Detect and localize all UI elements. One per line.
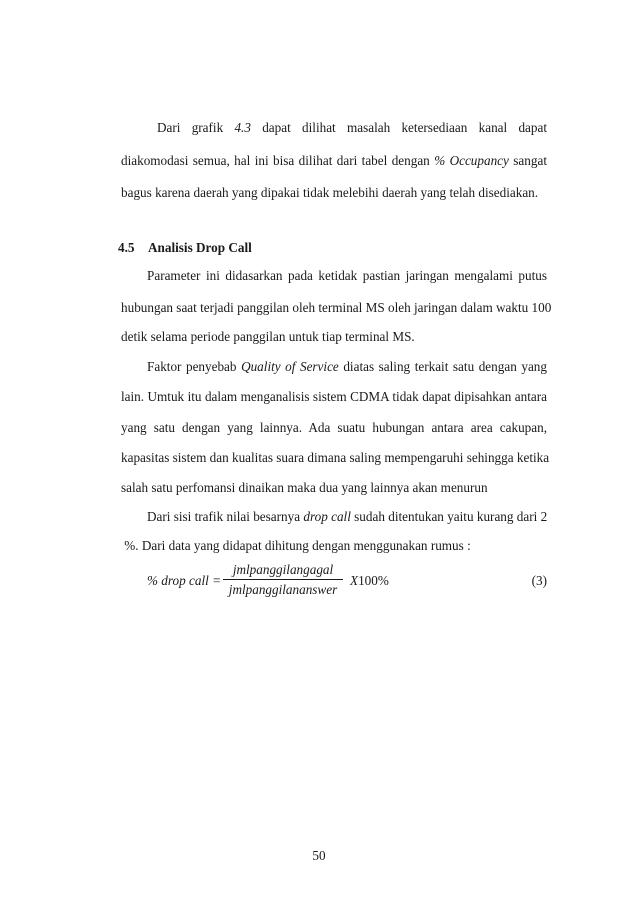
- para3-line-3: yang satu dengan yang lainnya. Ada suatu hubungan antara area cakupan,: [121, 420, 547, 435]
- para2-line-3: detik selama periode panggilan untuk tiap terminal MS.: [121, 329, 415, 344]
- para3-line-1: [147, 359, 547, 375]
- text-run: Dari grafik: [157, 120, 235, 135]
- page-number: 50: [312, 848, 326, 863]
- formula-denominator: jmlpanggilananswer: [228, 582, 338, 597]
- equation-number: (3): [531, 573, 547, 588]
- fraction-bar: [223, 579, 343, 580]
- formula-multiplier: 100%: [358, 573, 389, 588]
- para3-line-5: salah satu perfomansi dinaikan maka dua yang lainnya akan menurun: [121, 480, 488, 495]
- drop-call-term: drop call: [303, 509, 351, 524]
- figure-reference: 4.3: [234, 120, 251, 135]
- para2-line-1: Parameter ini didasarkan pada ketidak pastian jaringan mengalami putus: [147, 268, 547, 283]
- formula-fraction: [223, 562, 343, 597]
- para4-line-1: [147, 509, 547, 525]
- text-run: sudah ditentukan yaitu kurang dari 2: [350, 509, 548, 524]
- para1-line-3: bagus karena daerah yang dipakai tidak melebihi daerah yang telah disediakan.: [121, 185, 539, 200]
- occupancy-term: % Occupancy: [434, 153, 509, 168]
- text-run: dapat dilihat masalah ketersediaan kanal dapat: [250, 120, 547, 135]
- para2-line-2: hubungan saat terjadi panggilan oleh terminal MS oleh jaringan dalam waktu 100: [121, 300, 552, 315]
- formula-multiply-x: X: [350, 573, 359, 588]
- text-run: diakomodasi semua, hal ini bisa dilihat dari tabel dengan: [121, 153, 435, 168]
- section-number: 4.5: [118, 240, 135, 255]
- text-run: diatas saling terkait satu dengan yang: [338, 359, 547, 374]
- text-run: sangat: [508, 153, 547, 168]
- para1-line-2: [121, 153, 547, 169]
- section-heading: [118, 240, 252, 256]
- formula-rhs: [350, 573, 389, 589]
- para3-line-2: lain. Umtuk itu dalam menganalisis sistem CDMA tidak dapat dipisahkan antara: [121, 389, 547, 404]
- formula-lhs: % drop call =: [147, 573, 221, 588]
- qos-term: Quality of Service: [241, 359, 339, 374]
- text-run: Dari sisi trafik nilai besarnya: [147, 509, 304, 524]
- para1-line-1: [157, 120, 547, 136]
- text-run: Faktor penyebab: [147, 359, 242, 374]
- formula-numerator: jmlpanggilangagal: [232, 562, 334, 577]
- drop-call-formula: [147, 562, 547, 602]
- section-title: Analisis Drop Call: [148, 240, 252, 255]
- para4-line-2: %. Dari data yang didapat dihitung dengan menggunakan rumus :: [121, 538, 471, 553]
- para3-line-4: kapasitas sistem dan kualitas suara dimana saling mempengaruhi sehingga ketika: [121, 450, 550, 465]
